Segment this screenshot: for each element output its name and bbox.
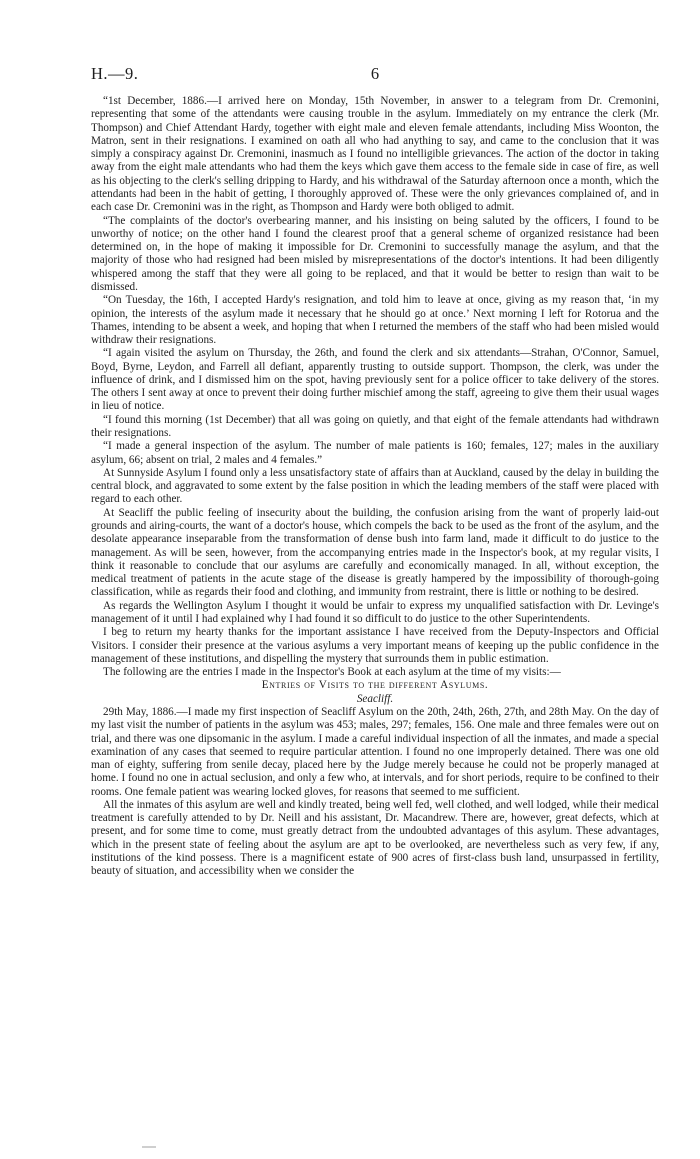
paragraph: “I found this morning (1st December) that all was going on quietly, and that eight of the female attendants had withdrawn their resignations. [91, 413, 659, 440]
paragraph: All the inmates of this asylum are well and kindly treated, being well fed, well clothed, and well lodged, while their medical treatment is carefully attended to by Dr. Neill and his assistant, Dr. Macandrew. There are, however, great defects, which at present, and for some time to come, must greatly detract from the undoubted advantages of this asylum. These advantages, which in the present state of feeling about the asylum are apt to be overlooked, are nevertheless such as very few, if any, institutions of the kind possess. There is a magnificent estate of 900 acres of first-class bush land, unsurpassed in fertility, beauty of situation, and accessibility when we consider the [91, 798, 659, 878]
paragraph: I beg to return my hearty thanks for the important assistance I have received from the Deputy-Inspectors and Official Visitors. I consider their presence at the various asylums a very important means of keeping up the public confidence in the management of these institutions, and dispelling the mystery that surrounds them in public estimation. [91, 626, 659, 665]
page-header [91, 64, 659, 88]
page-body [91, 95, 659, 879]
print-mark [142, 1146, 156, 1148]
paragraph: 29th May, 1886.—I made my first inspection of Seacliff Asylum on the 20th, 24th, 26th, 27th, and 28th May. On the day of my last visit the number of patients in the asylum was 453; males, 297; females, 156. One male and three females were out on trial, and there was one dipsomanic in the asylum. I made a careful individual inspection of all the inmates, and made a special examination of any cases that seemed to require particular attention. I found no one improperly detained. There was one old man of eighty, suffering from senile decay, placed here by the Judge merely because he could not be properly managed at home. I found no one in actual seclusion, and only a few who, at intervals, and for short periods, require to be confined to their rooms. One female patient was wearing locked gloves, for reasons that seemed to me sufficient. [91, 705, 659, 798]
paragraph: “I made a general inspection of the asylum. The number of male patients is 160; females, 127; males in the auxiliary asylum, 66; absent on trial, 2 males and 4 females.” [91, 440, 659, 466]
subheading-seacliff: Seacliff. [356, 692, 394, 705]
paragraph: At Seacliff the public feeling of insecurity about the building, the confusion arising from the want of properly laid-out grounds and airing-courts, the want of a doctor's house, which compels the back to be used as the front of the asylum, and the desolate appearance inseparable from the transformation of dense bush into farm land, made it difficult to do justice to the management. As will be seen, however, from the accompanying entries made in the Inspector's book, at my regular visits, I think it reasonable to conclude that our asylums are carefully and economically managed. In all, without exception, the medical treatment of patients in the acute stage of the disease is greatly hampered by the impossibility of thorough-going classification, while as regards their food and clothing, and immunity from restraint, there is little or nothing to be desired. [91, 506, 659, 599]
paragraph: “The complaints of the doctor's overbearing manner, and his insisting on being saluted by the officers, I found to be unworthy of notice; on the other hand I found the clearest proof that a general scheme of organized resistance had been determined on, in the hope of making it impossible for Dr. Cremonini to successfully manage the asylum, and that the majority of those who had resigned had been misled by misrepresentations of the doctor's intentions. It had been diligently whispered among the staff that they were all going to be replaced, and that it would be better to resign than wait to be dismissed. [91, 214, 659, 293]
section-heading: Entries of Visits to the different Asylums. [261, 679, 489, 692]
document-reference: H.—9. [91, 64, 139, 83]
paragraph: As regards the Wellington Asylum I thought it would be unfair to express my unqualified satisfaction with Dr. Levinge's management of it until I had explained why I had found it so difficult to do justice to the other Superintendents. [91, 599, 659, 625]
page-number: 6 [370, 64, 380, 83]
paragraph: “I again visited the asylum on Thursday, the 26th, and found the clerk and six attendants—Strahan, O'Connor, Samuel, Boyd, Byrne, Leydon, and Farrell all defiant, apparently trusting to outside support. Thompson, the clerk, was under the influence of drink, and I dismissed him on the spot, having previously sent for a police officer to take delivery of the stores. The others I sent away at once to prevent their doing further mischief among the staff, agreeing to give them their usual wages in lieu of notice. [91, 347, 659, 413]
paragraph: “1st December, 1886.—I arrived here on Monday, 15th November, in answer to a telegram from Dr. Cremonini, representing that some of the attendants were causing trouble in the asylum. Immediately on my entrance the clerk (Mr. Thompson) and Chief Attendant Hardy, together with eight male and eleven female attendants, including Miss Woonton, the Matron, sent in their resignations. I examined on oath all who had anything to say, and came to the conclusion that it was simply a conspiracy against Dr. Cremonini, inasmuch as I found no intelligible grievances. The action of the doctor in taking away from the eight male attendants who had them the keys which gave them access to the female side in case of fire, as well as his objecting to the clerk's selling dripping to Hardy, and his withdrawal of the Saturday afternoon once a month, which the attendants had been in the habit of getting, I thoroughly approved of. These were the only grievances complained of, and in each case Dr. Cremonini was in the right, as Thompson and Hardy were both obliged to admit. [91, 95, 659, 214]
paragraph: At Sunnyside Asylum I found only a less unsatisfactory state of affairs than at Auckland, caused by the delay in building the central block, and aggravated to some extent by the false position in which the leading members of the staff were placed with regard to each other. [91, 466, 659, 506]
paragraph: “On Tuesday, the 16th, I accepted Hardy's resignation, and told him to leave at once, giving as my reason that, ‘in my opinion, the interests of the asylum made it necessary that he should go at once.’ Next morning I left for Rotorua and the Thames, intending to be absent a week, and hoping that when I returned the members of the staff who had been misled would withdraw their resignations. [91, 294, 659, 347]
paragraph: The following are the entries I made in the Inspector's Book at each asylum at the time of my visits:— [103, 666, 561, 679]
